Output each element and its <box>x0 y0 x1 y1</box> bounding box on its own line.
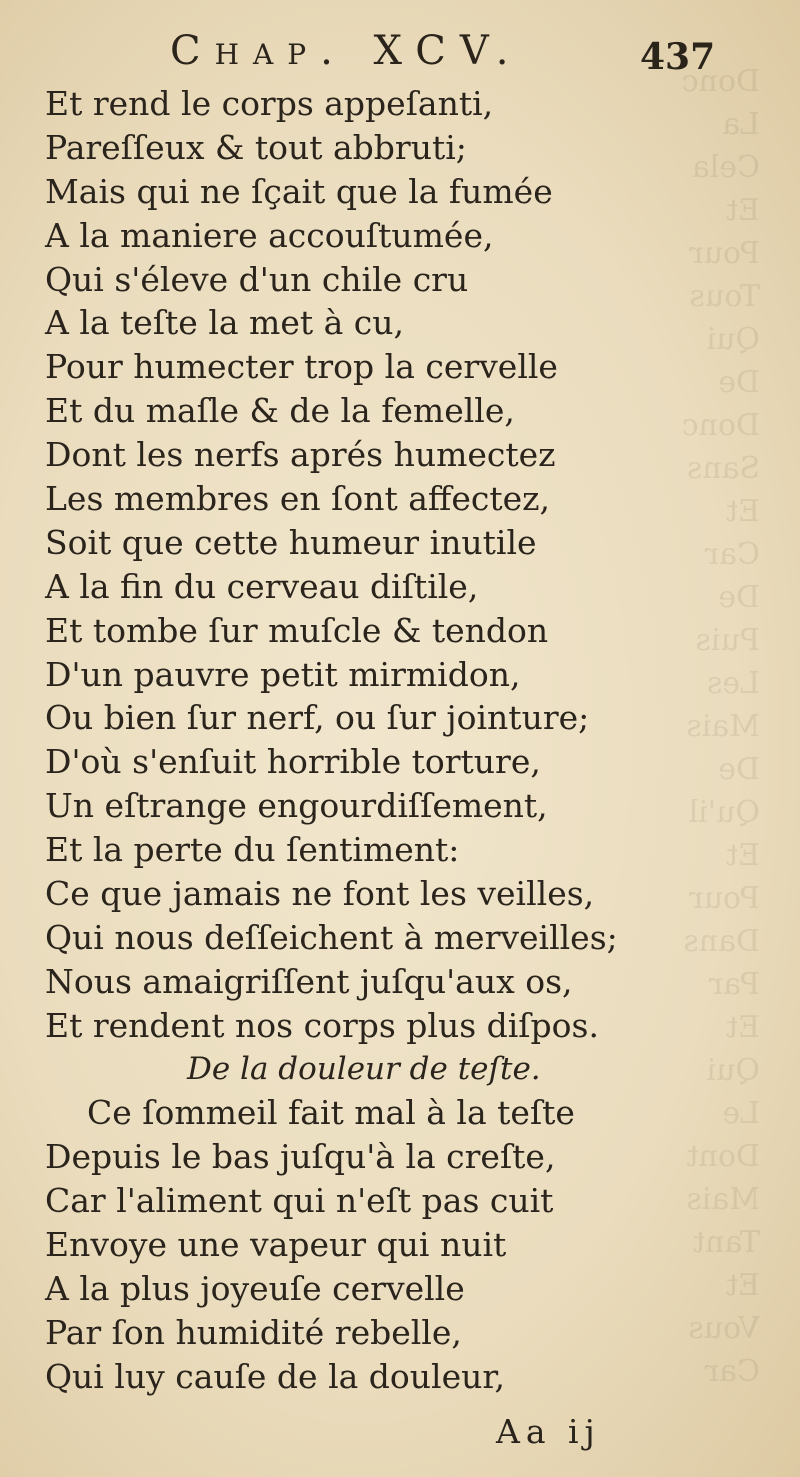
verse-line: Ou bien ſur nerf, ou ſur jointure; <box>45 698 590 738</box>
verse-line: Et tombe ſur muſcle & tendon <box>45 610 549 650</box>
verse-line: Nous amaigriſſent juſqu'aux os, <box>45 961 573 1001</box>
verse-line: Qui luy cauſe de la douleur, <box>45 1356 506 1396</box>
verse-line: A la fin du cerveau diſtile, <box>45 566 479 606</box>
section-heading: De la douleur de teſte. <box>187 1050 541 1087</box>
verse-line: Ce que jamais ne font les veilles, <box>45 874 595 914</box>
verse-line: A la maniere accouſtumée, <box>45 215 494 255</box>
running-header <box>0 28 800 80</box>
verse-line: Et rend le corps appeſanti, <box>45 84 494 123</box>
verse-line: D'où s'enſuit horrible torture, <box>45 742 541 782</box>
verse-line: Dont les nerfs aprés humectez <box>45 435 556 475</box>
verse-line: Et rendent nos corps plus diſpos. <box>45 1005 599 1045</box>
verse-line: Les membres en ſont affectez, <box>45 479 550 519</box>
page-number: 437 <box>640 36 716 78</box>
verse-line: Ce ſommeil fait mal à la teſte <box>87 1093 575 1133</box>
verse-line: Pour humecter trop la cervelle <box>45 347 558 387</box>
verse-block <box>45 82 645 1399</box>
verse-line: Par ſon humidité rebelle, <box>45 1312 462 1352</box>
chapter-title: Chap. XCV. <box>170 28 523 74</box>
verse-line: A la plus joyeuſe cervelle <box>45 1269 465 1309</box>
show-through-text: Donc La Cela Et Pour Tous Qui De Donc Sans Et Car De Puis Les Mais De Qu'il Et Pour Dans Par Et Qui Le Dont Mais Tant Et Vous Car <box>681 64 760 1389</box>
verse-line: Qui nous deſſeichent à merveilles; <box>45 917 618 957</box>
verse-line: Et du maſle & de la femelle, <box>45 391 515 431</box>
verse-line: Pareſſeux & tout abbruti; <box>45 127 467 167</box>
verse-line: Depuis le bas juſqu'à la creſte, <box>45 1137 556 1177</box>
verse-line: Soit que cette humeur inutile <box>45 522 537 562</box>
verse-line: Un eſtrange engourdiſſement, <box>45 786 548 826</box>
verse-line: Et la perte du ſentiment: <box>45 830 460 870</box>
verse-line: Envoye une vapeur qui nuit <box>45 1225 507 1265</box>
verse-line: D'un pauvre petit mirmidon, <box>45 654 521 694</box>
verse-line: Qui s'éleve d'un chile cru <box>45 259 469 299</box>
verse-line: Car l'aliment qui n'eſt pas cuit <box>45 1181 554 1221</box>
signature-catchword: Aa ij <box>496 1412 601 1451</box>
verse-line: Mais qui ne ſçait que la fumée <box>45 171 553 211</box>
verse-line: A la teſte la met à cu, <box>45 303 405 343</box>
